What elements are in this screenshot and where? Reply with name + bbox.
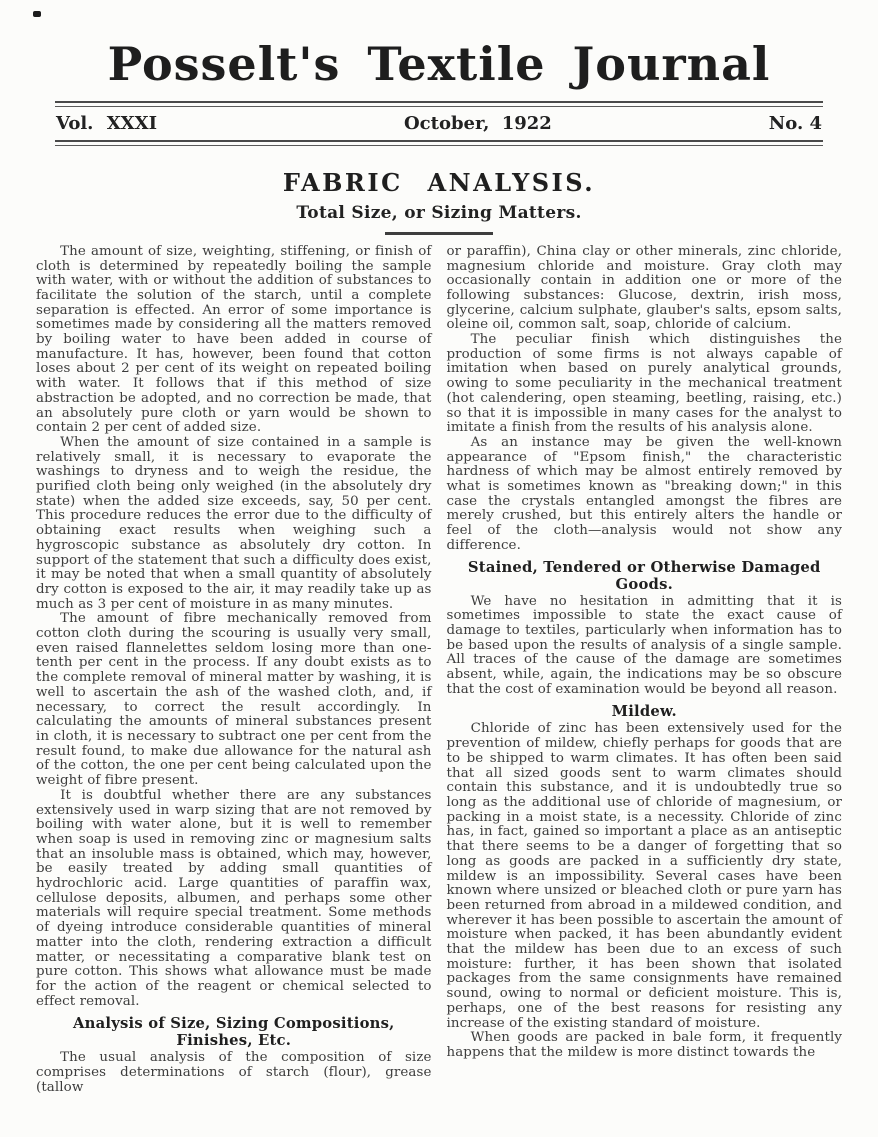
left-column	[36, 245, 432, 1096]
article-subtitle: Total Size, or Sizing Matters.	[296, 203, 582, 224]
volume-label: Vol. XXXI	[56, 113, 158, 135]
right-column	[447, 245, 843, 1096]
scan-noise-speck	[33, 11, 41, 17]
paragraph-fibre-removed: The amount of fibre mechanically removed from cotton cloth during the scouring is usually very small, even raised flannelettes seldom losing more than one-tenth per cent in the process. If any doubt exists as to the complete removal of mineral matter by washing, it is well to ascertain the ash of the washed cloth, and, if necessary, to correct the result accordingly. In calculating the amounts of mineral substances present in cloth, it is necessary to subtract one per cent from the result found, to make due allowance for the natural ash of the cotton, the one per cent being calculated upon the weight of fibre present.	[36, 611, 432, 789]
masthead-row	[56, 113, 822, 134]
section-heading-mildew: Mildew.	[611, 703, 677, 721]
article-body	[36, 245, 842, 1096]
paragraph-peculiar-finish: The peculiar finish which distinguishes the production of some firms is not always capable of imitation when based on purely analytical grounds, owing to some peculiarity in the mechanical treatment (hot calendering, open steaming, beetling, raising, etc.) so that it is impossible in many cases for the analyst to imitate a finish from the results of his analysis alone.	[446, 332, 842, 436]
paragraph-damage-cause: We have no hesitation in admitting that it is sometimes impossible to state the exact cause of damage to textiles, particularly when information has to be based upon the results of analysis of a single sample. All traces of the cause of the damage are sometimes absent, while, again, the indications may be so obscure that the cost of examination would be beyond all reason.	[446, 593, 842, 697]
paragraph-chloride-of-zinc: Chloride of zinc has been extensively used for the prevention of mildew, chiefly perhaps for goods that are to be shipped to warm climates. It has often been said that all sized goods sent to warm climates should contain this substance, and it is undoubtedly true so long as the additional use of chloride of magnesium, or packing in a moist state, is a necessity. Chloride of zinc has, in fact, gained so important a place as an antiseptic that there seems to be a danger of forgetting that so long as goods are packed in a sufficiently dry state, mildew is an impossibility. Several cases have been known where unsized or bleached cloth or pure yarn has been returned from abroad in a mildewed condition, and wherever it has been possible to ascertain the amount of moisture when packed, it has been abundantly evident that the mildew has been due to an excess of such moisture: further, it has been shown that isolated packages from the same consignments have remained sound, owing to normal or deficient moisture. This is, perhaps, one of the best reasons for resisting any increase of the existing standard of moisture.	[446, 721, 842, 1031]
paragraph-bale-form: When goods are packed in bale form, it frequently happens that the mildew is more distinct towards the	[446, 1030, 842, 1060]
masthead-rule-top	[55, 101, 823, 107]
paragraph-usual-analysis: The usual analysis of the composition of size comprises determinations of starch (flour), grease (tallow	[36, 1050, 432, 1095]
issue-date: October, 1922	[404, 113, 552, 135]
paragraph-warp-sizing-substances: It is doubtful whether there are any substances extensively used in warp sizing that are not removed by boiling with water alone, but it is well to remember when soap is used in removing zinc or magnesium salts that an insoluble mass is obtained, which may, however, be easily treated by adding small quantities of hydrochloric acid. Large quantities of paraffin wax, cellulose deposits, albumen, and perhaps some other materials will require special treatment. Some methods of dyeing introduce considerable quantities of mineral matter into the cloth, rendering extraction a difficult matter, or necessitating a comparative blank test on pure cotton. This shows what allowance must be made for the action of the reagent or chemical selected to effect removal.	[36, 787, 432, 1009]
paragraph-size-ingredients-continued: or paraffin), China clay or other minerals, zinc chloride, magnesium chloride and moisture. Gray cloth may occasionally contain in addition one or more of the following substances: Glucose, dextrin, irish moss, glycerine, calcium sulphate, glauber's salts, epsom salts, oleine oil, common salt, soap, chloride of calcium.	[446, 243, 842, 333]
issue-number: No. 4	[768, 113, 822, 135]
article-header	[36, 168, 842, 235]
journal-title: Posselt's Textile Journal	[107, 37, 771, 91]
paragraph-evaporate-washings: When the amount of size contained in a sample is relatively small, it is necessary to evaporate the washings to dryness and to weigh the residue, the purified cloth being only weighed (in the absolutely dry state) when the added size exceeds, say, 50 per cent. This procedure reduces the error due to the difficulty of obtaining exact results when weighing such a hygroscopic substance as absolutely dry cotton. In support of the statement that such a difficulty does exist, it may be noted that when a small quantity of absolutely dry cotton is exposed to the air, it may readily take up as much as 3 per cent of moisture in as many minutes.	[36, 434, 432, 612]
title-divider	[385, 232, 493, 235]
article-title: FABRIC ANALYSIS.	[282, 168, 596, 198]
section-heading-analysis-of-size: Analysis of Size, Sizing Compositions, Finishes, Etc.	[72, 1015, 395, 1050]
paragraph-epsom-finish: As an instance may be given the well-known appearance of "Epsom finish," the characteristic hardness of which may be almost entirely removed by what is sometimes known as "breaking down;" in this case the crystals entangled amongst the fibres are merely crushed, but this entirely alters the handle or feel of the cloth—analysis would not show any difference.	[446, 434, 842, 553]
section-heading-stained-tendered: Stained, Tendered or Otherwise Damaged Goods.	[467, 558, 821, 593]
paragraph-size-determination: The amount of size, weighting, stiffening, or finish of cloth is determined by repeatedly boiling the sample with water, with or without the addition of substances to facilitate the solution of the starch, until a complete separation is effected. An error of some importance is sometimes made by considering all the matters removed by boiling water to have been added in course of manufacture. It has, however, been found that cotton loses about 2 per cent of its weight on repeated boiling with water. It follows that if this method of size abstraction be adopted, and no correction be made, that an absolutely pure cloth or yarn would be shown to contain 2 per cent of added size.	[36, 243, 432, 436]
masthead	[36, 37, 842, 146]
masthead-rule-bottom	[55, 140, 823, 146]
